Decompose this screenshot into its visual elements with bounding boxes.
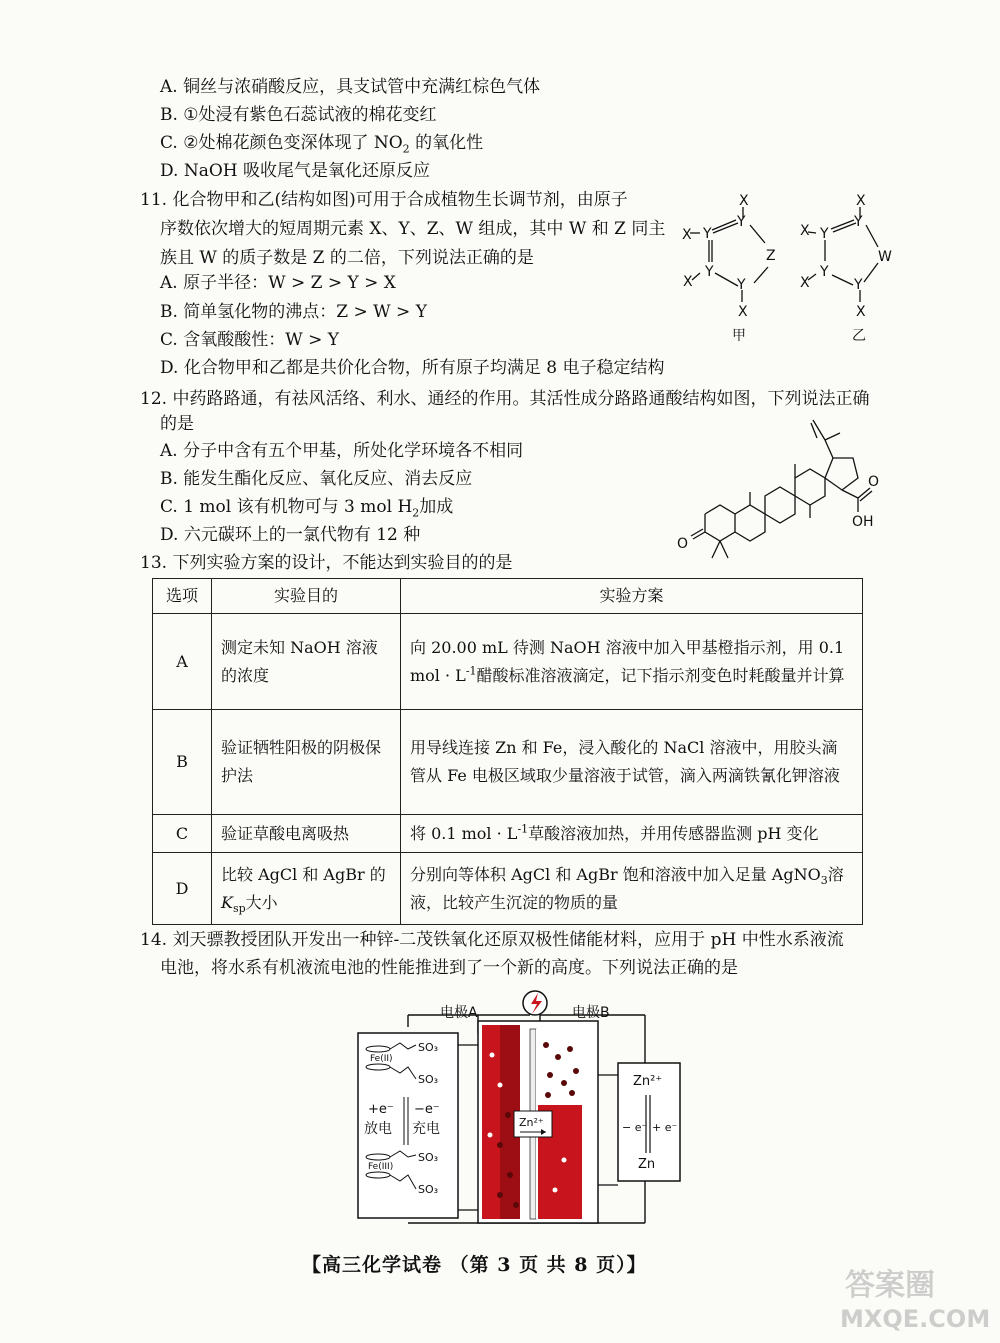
q12-structure-figure bbox=[665, 408, 895, 578]
q10-option-a: A. 铜丝与浓硝酸反应，具支试管中充满红棕色气体 bbox=[160, 77, 541, 97]
row-b-plan: 用导线连接 Zn 和 Fe，浸入酸化的 NaCl 溶液中，用胶头滴管从 Fe 电极区域取少量溶液于试管，滴入两滴铁氰化钾溶液 bbox=[401, 710, 863, 815]
svg-text:Y: Y bbox=[737, 277, 746, 293]
watermark-brand: 答案圈 bbox=[845, 1268, 935, 1303]
svg-text:Y: Y bbox=[703, 226, 712, 242]
ketone-o-label: O bbox=[677, 536, 689, 552]
q12-option-d: D. 六元碳环上的一氯代物有 12 种 bbox=[160, 525, 421, 545]
svg-text:X: X bbox=[800, 275, 810, 291]
svg-text:W: W bbox=[878, 249, 892, 265]
minus-e-label: −e⁻ bbox=[414, 1102, 440, 1117]
q14-stem-line2: 电池，将水系有机液流电池的性能推进到了一个新的高度。下列说法正确的是 bbox=[160, 958, 738, 978]
row-d-purpose: 比较 AgCl 和 AgBr 的 $K_{sp}$大小 bbox=[212, 853, 401, 925]
q11-stem-line3: 族且 W 的质子数是 Z 的二倍，下列说法正确的是 bbox=[160, 248, 534, 268]
row-d-option: D bbox=[153, 853, 212, 925]
svg-text:Y: Y bbox=[820, 226, 829, 242]
electrode-b-label: 电极B bbox=[572, 1005, 610, 1021]
q14-stem-line1: 14. 刘天骠教授团队开发出一种锌-二茂铁氧化还原双极性储能材料，应用于 pH 中性水系液流 bbox=[140, 930, 844, 950]
row-a-option: A bbox=[153, 614, 212, 710]
molecule-bonds bbox=[691, 420, 872, 558]
q11-structures-figure bbox=[670, 185, 900, 345]
svg-text:SO₃: SO₃ bbox=[418, 1041, 439, 1054]
svg-text:Zn²⁺: Zn²⁺ bbox=[519, 1116, 544, 1129]
watermark-site: MXQE.COM bbox=[840, 1305, 991, 1333]
header-plan: 实验方案 bbox=[401, 579, 863, 614]
svg-text:X: X bbox=[856, 304, 866, 320]
structure-yi-bonds bbox=[808, 207, 878, 302]
q10-option-b: B. ①处浸有紫色石蕊试液的棉花变红 bbox=[160, 105, 437, 125]
svg-text:Y: Y bbox=[705, 264, 714, 280]
fe2-label: Fe(II) bbox=[370, 1054, 393, 1064]
svg-text:Y: Y bbox=[854, 277, 863, 293]
right-pipes bbox=[598, 1075, 618, 1185]
svg-text:X: X bbox=[683, 274, 693, 290]
q12-stem-line2: 的是 bbox=[160, 414, 194, 434]
charge-label: 充电 bbox=[412, 1121, 440, 1137]
svg-text:Y: Y bbox=[820, 264, 829, 280]
right-zn2-label: Zn²⁺ bbox=[633, 1074, 663, 1089]
right-plus-e: + e⁻ bbox=[652, 1121, 678, 1134]
table-row bbox=[153, 853, 863, 925]
fe3-label: Fe(III) bbox=[368, 1162, 394, 1172]
q11-option-a: A. 原子半径：W > Z > Y > X bbox=[160, 273, 396, 293]
q11-stem-line2: 序数依次增大的短周期元素 X、Y、Z、W 组成，其中 W 和 Z 同主 bbox=[160, 219, 666, 239]
table-row bbox=[153, 710, 863, 815]
q12-option-c: C. 1 mol 该有机物可与 3 mol $H_2$加成 bbox=[160, 497, 454, 520]
row-a-plan: 向 20.00 mL 待测 NaOH 溶液中加入甲基橙指示剂，用 0.1 mol · $L^{-1}$醋酸标准溶液滴定，记下指示剂变色时耗酸量并计算 bbox=[401, 614, 863, 710]
row-b-option: B bbox=[153, 710, 212, 815]
svg-text:Y: Y bbox=[854, 214, 863, 230]
header-option: 选项 bbox=[153, 579, 212, 614]
page-footer: 【高三化学试卷 （第 3 页 共 8 页）】 bbox=[302, 1254, 647, 1276]
svg-text:X: X bbox=[856, 193, 866, 209]
right-minus-e: − e⁻ bbox=[622, 1121, 648, 1134]
q12-option-b: B. 能发生酯化反应、氧化反应、消去反应 bbox=[160, 469, 473, 489]
plus-e-label: +e⁻ bbox=[368, 1102, 394, 1117]
svg-text:SO₃: SO₃ bbox=[418, 1151, 439, 1164]
svg-text:X: X bbox=[682, 227, 692, 243]
label-yi: 乙 bbox=[852, 328, 866, 344]
row-a-purpose: 测定未知 NaOH 溶液的浓度 bbox=[212, 614, 401, 710]
structure-atoms bbox=[682, 193, 892, 344]
svg-text:Z: Z bbox=[766, 248, 776, 264]
row-c-purpose: 验证草酸电离吸热 bbox=[212, 815, 401, 853]
left-pipes bbox=[458, 1045, 478, 1210]
q11-stem-line1: 11. 化合物甲和乙(结构如图)可用于合成植物生长调节剂，由原子 bbox=[140, 190, 628, 210]
q13-table bbox=[152, 578, 863, 925]
row-d-plan: 分别向等体积 AgCl 和 AgBr 饱和溶液中加入足量 AgNO$_3$溶液，比较产生沉淀的物质的量 bbox=[401, 853, 863, 925]
q11-option-c: C. 含氧酸酸性：W > Y bbox=[160, 330, 339, 350]
structure-jia-bonds bbox=[690, 207, 768, 302]
oh-label: OH bbox=[852, 514, 874, 530]
row-c-plan: 将 0.1 mol · $L^{-1}$草酸溶液加热，并用传感器监测 pH 变化 bbox=[401, 815, 863, 853]
svg-text:Y: Y bbox=[737, 214, 746, 230]
header-purpose: 实验目的 bbox=[212, 579, 401, 614]
q11-option-b: B. 简单氢化物的沸点：Z > W > Y bbox=[160, 302, 427, 322]
svg-text:X: X bbox=[800, 223, 810, 239]
carbonyl-o-label: O bbox=[868, 474, 880, 490]
q10-option-d: D. NaOH 吸收尾气是氧化还原反应 bbox=[160, 161, 431, 181]
q12-stem-line1: 12. 中药路路通，有祛风活络、利水、通经的作用。其活性成分路路通酸结构如图，下列说法正确 bbox=[140, 389, 870, 409]
row-b-purpose: 验证牺牲阳极的阴极保护法 bbox=[212, 710, 401, 815]
q12-option-a: A. 分子中含有五个甲基，所处化学环境各不相同 bbox=[160, 441, 524, 461]
q14-battery-figure bbox=[350, 985, 678, 1230]
electrode-a-label: 电极A bbox=[440, 1005, 478, 1021]
svg-text:SO₃: SO₃ bbox=[418, 1183, 439, 1196]
q13-stem: 13. 下列实验方案的设计，不能达到实验目的的是 bbox=[140, 553, 513, 573]
table-row bbox=[153, 815, 863, 853]
q10-option-c: C. ②处棉花颜色变深体现了 $NO_2$ 的氧化性 bbox=[160, 133, 484, 156]
atom-x: X bbox=[739, 193, 749, 209]
table-row bbox=[153, 614, 863, 710]
label-jia: 甲 bbox=[732, 328, 746, 344]
svg-text:X: X bbox=[738, 304, 748, 320]
right-zn-label: Zn bbox=[638, 1157, 656, 1172]
table-header-row bbox=[153, 579, 863, 614]
row-c-option: C bbox=[153, 815, 212, 853]
q11-option-d: D. 化合物甲和乙都是共价化合物，所有原子均满足 8 电子稳定结构 bbox=[160, 358, 665, 378]
svg-text:SO₃: SO₃ bbox=[418, 1073, 439, 1086]
discharge-label: 放电 bbox=[364, 1121, 392, 1137]
